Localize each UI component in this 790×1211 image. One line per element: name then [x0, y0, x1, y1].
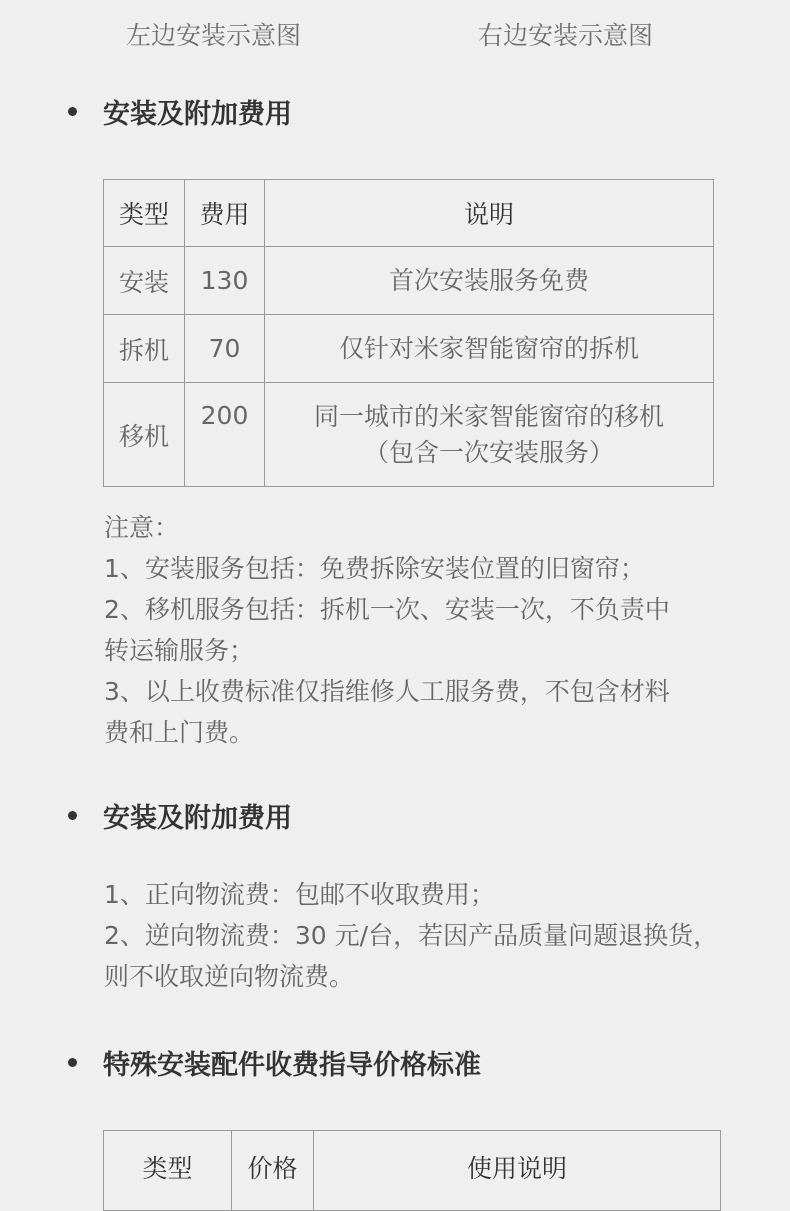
- logistics-line: 1、正向物流费：包邮不收取费用；: [104, 880, 495, 909]
- caption-right: 右边安装示意图: [478, 21, 654, 50]
- cell-type: 移机: [104, 383, 185, 487]
- cell-type: 安装: [104, 247, 185, 315]
- table-row: [104, 315, 714, 383]
- section-title: 安装及附加费用: [103, 803, 292, 834]
- logistics-block: [104, 874, 724, 997]
- note-line: 3、以上收费标准仅指维修人工服务费，不包含材料: [104, 677, 670, 706]
- note-line: 费和上门费。: [104, 718, 255, 747]
- table-header-row: [104, 180, 714, 247]
- header-price: 价格: [232, 1131, 314, 1211]
- header-desc: 说明: [265, 180, 714, 247]
- caption-left: 左边安装示意图: [126, 21, 302, 50]
- logistics-line: 则不收取逆向物流费。: [104, 962, 355, 991]
- section-heading-logistics: [68, 796, 292, 835]
- cell-desc: 首次安装服务免费: [265, 247, 714, 315]
- header-type: 类型: [104, 1131, 232, 1211]
- notes-block: [104, 507, 724, 753]
- header-usage: 使用说明: [314, 1131, 721, 1211]
- fee-table: [103, 179, 714, 487]
- note-line: 注意：: [104, 513, 180, 542]
- table-row: [104, 247, 714, 315]
- note-line: 2、移机服务包括：拆机一次、安装一次，不负责中: [104, 595, 670, 624]
- bullet-icon: [68, 811, 77, 820]
- cell-fee: 200: [185, 383, 265, 487]
- bullet-icon: [68, 107, 77, 116]
- header-type: 类型: [104, 180, 185, 247]
- cell-fee: 70: [185, 315, 265, 383]
- note-line: 1、安装服务包括：免费拆除安装位置的旧窗帘；: [104, 554, 645, 583]
- section-title: 特殊安装配件收费指导价格标准: [103, 1050, 481, 1081]
- header-fee: 费用: [185, 180, 265, 247]
- table-header-row: [104, 1131, 721, 1211]
- cell-fee: 130: [185, 247, 265, 315]
- note-line: 转运输服务；: [104, 636, 255, 665]
- cell-desc: 同一城市的米家智能窗帘的移机 （包含一次安装服务）: [265, 383, 714, 487]
- logistics-line: 2、逆向物流费：30 元/台，若因产品质量问题退换货，: [104, 921, 719, 950]
- section-title: 安装及附加费用: [103, 99, 292, 130]
- table-row: [104, 383, 714, 487]
- cell-desc: 仅针对米家智能窗帘的拆机: [265, 315, 714, 383]
- cell-type: 拆机: [104, 315, 185, 383]
- bullet-icon: [68, 1058, 77, 1067]
- section-heading-install-fees: [68, 92, 292, 131]
- accessory-table: [103, 1130, 721, 1211]
- section-heading-accessory-pricing: [68, 1043, 481, 1082]
